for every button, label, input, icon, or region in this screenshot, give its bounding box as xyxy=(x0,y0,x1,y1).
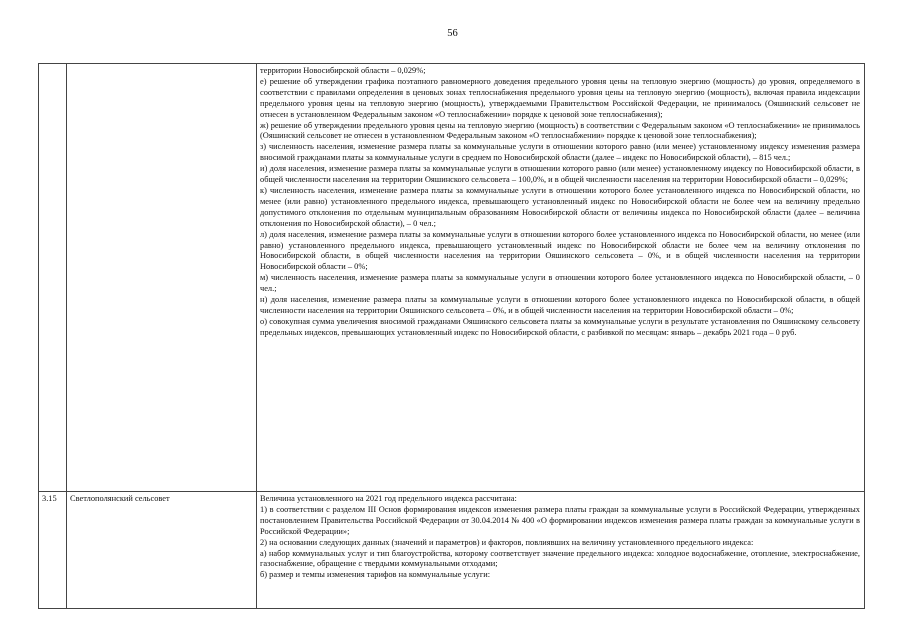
description-cell xyxy=(257,492,865,609)
municipality-name-cell xyxy=(67,492,257,609)
paragraph: е) решение об утверждении графика поэтапного равномерного доведения предельного уровня цены на тепловую энергию (мощность) до уровня, определяемого в соответствии с правилами определения в ценовых зонах теплоснабжения предельного уровня цены на тепловую энергию (мощность), включая правила индексации предельного уровня цены на тепловую энергию (мощность), утверждаемыми Правительством Российской Федерации, не принималось (Ояшинский сельсовет не отнесен в установленном Федеральным законом «О теплоснабжении» порядке к ценовой зоне теплоснабжения); xyxy=(260,76,860,119)
municipality-name-cell xyxy=(67,64,257,492)
municipality-name: Светлополянский сельсовет xyxy=(70,494,170,503)
paragraph: з) численность населения, изменение размера платы за коммунальные услуги в отношении которого равно (или менее) установленному индексу изменения размера вносимой гражданами платы за коммунальные услуги в среднем по Новосибирской области (далее – индекс по Новосибирской области), – 815 чел.; xyxy=(260,142,860,163)
table-row xyxy=(39,492,865,609)
paragraph: ж) решение об утверждении предельного уровня цены на тепловую энергию (мощность) в соответствии с Федеральным законом «О теплоснабжении» не принималось (Ояшинский сельсовет не отнесен в установленном Федеральным законом «О теплоснабжении» порядке к ценовой зоне теплоснабжения); xyxy=(260,120,860,141)
row-number: 3.15 xyxy=(42,494,57,503)
paragraph: Величина установленного на 2021 год предельного индекса рассчитана: xyxy=(260,494,517,503)
description-cell xyxy=(257,64,865,492)
paragraph: 2) на основании следующих данных (значений и параметров) и факторов, повлиявших на величину установленного предельного индекса: xyxy=(260,537,754,547)
municipal-index-table xyxy=(38,63,865,609)
paragraph: 1) в соответствии с разделом III Основ формирования индексов изменения размера платы граждан за коммунальные услуги в Российской Федерации, утвержденных постановлением Правительства Российской Федерации от 30.04.2014 № 400 «О формировании индексов изменения размера платы граждан за коммунальные услуги в Российской Федерации»; xyxy=(260,504,860,536)
paragraph: а) набор коммунальных услуг и тип благоустройства, которому соответствует значение предельного индекса: холодное водоснабжение, отопление, электроснабжение, газоснабжение, обращение с твердыми коммунальными отходами; xyxy=(260,548,860,569)
paragraph: о) совокупная сумма увеличения вносимой гражданами Ояшинского сельсовета платы за коммунальные услуги в результате установления по Ояшинскому сельсовету предельных индексов, превышающих установленный индекс по Новосибирской области, с разбивкой по месяцам: январь – декабрь 2021 года – 0 руб. xyxy=(260,316,860,337)
paragraph: н) доля населения, изменение размера платы за коммунальные услуги в отношении которого более установленного индекса по Новосибирской области, в общей численности населения на территории Ояшинского сельсовета – 0%, и в общей численности населения на территории Новосибирской области – 0%; xyxy=(260,295,860,315)
page-number: 56 xyxy=(447,28,458,39)
paragraph: и) доля населения, изменение размера платы за коммунальные услуги в отношении которого равно (или менее) установленному индексу по Новосибирской области, в общей численности населения на территории Ояшинского сельсовета – 100,0%, и в общей численности населения на территории Новосибирской области – 0,029%; xyxy=(260,164,860,185)
paragraph: б) размер и темпы изменения тарифов на коммунальные услуги: xyxy=(260,570,491,580)
paragraph: к) численность населения, изменение размера платы за коммунальные услуги в отношении которого более установленного индекса по Новосибирской области, но менее (или равно) установленного предельного индекса, превышающего установленный индекс по Новосибирской области не более чем на величину предельно допустимого отклонения по отдельным муниципальным образованиям Новосибирской области от величины индекса по Новосибирской области (далее – величина отклонения по Новосибирской области), – 0 чел.; xyxy=(260,185,860,228)
row-number-cell xyxy=(39,492,67,609)
paragraph: л) доля населения, изменение размера платы за коммунальные услуги в отношении которого более установленного индекса по Новосибирской области, но менее (или равно) установленного предельного индекса, превышающего установленный индекс по Новосибирской области не более чем на величину отклонения по Новосибирской области, в общей численности населения на территории Ояшинского сельсовета – 0%, и в общей численности населения на территории Новосибирской области – 0%; xyxy=(260,229,860,272)
paragraph: м) численность населения, изменение размера платы за коммунальные услуги в отношении которого более установленного индекса по Новосибирской области, – 0 чел.; xyxy=(260,273,860,294)
paragraph: территории Новосибирской области – 0,029%; xyxy=(260,66,426,75)
table-row xyxy=(39,64,865,492)
row-number-cell xyxy=(39,64,67,492)
